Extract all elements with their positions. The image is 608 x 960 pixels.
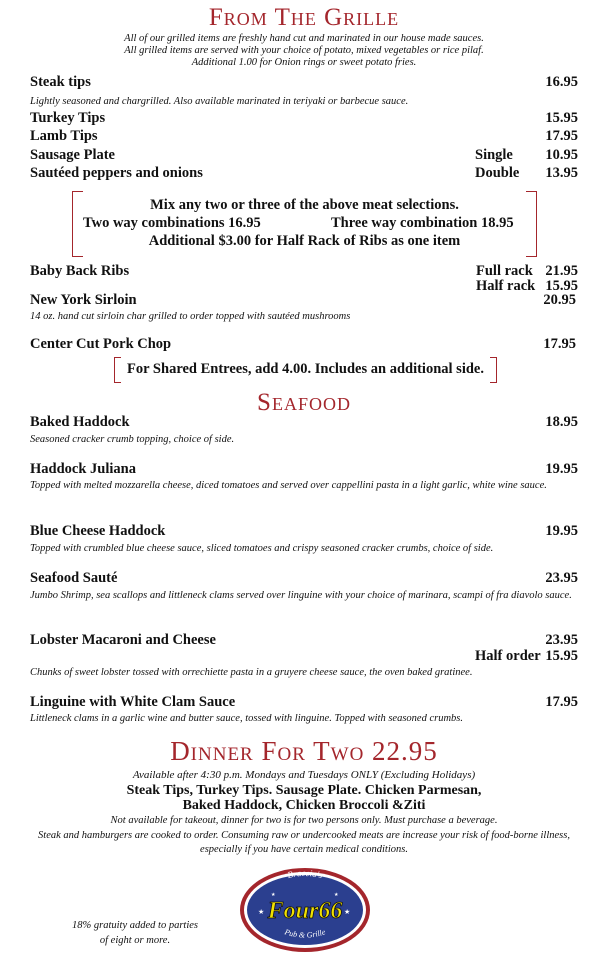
- ribs-name: Baby Back Ribs: [30, 263, 130, 279]
- seafood-saute-name: Seafood Sauté: [30, 570, 118, 586]
- blue-cheese-haddock-name: Blue Cheese Haddock: [30, 523, 166, 539]
- logo-top-text: Braccia's: [286, 867, 324, 881]
- dinner-note-1: Not available for takeout, dinner for two is for two persons only. Must purchase a beverage.: [110, 815, 498, 826]
- grille-note-3: Additional 1.00 for Onion rings or sweet potato fries.: [191, 57, 417, 68]
- pork-chop-name: Center Cut Pork Chop: [30, 336, 172, 352]
- logo-main-text: Four66: [267, 898, 343, 924]
- grille-note-1: All of our grilled items are freshly hand cut and marinated in our house made sauces.: [124, 33, 484, 44]
- gratuity-line-1: 18% gratuity added to parties: [72, 920, 198, 931]
- sausage-plate-name: Sausage Plate: [30, 147, 115, 163]
- dinner-availability: Available after 4:30 p.m. Mondays and Tuesdays ONLY (Excluding Holidays): [132, 769, 476, 781]
- lamb-tips-price: 17.95: [545, 128, 578, 144]
- logo-bottom-text: Pub & Grille: [283, 927, 327, 940]
- seafood-heading: Seafood: [257, 389, 351, 416]
- shared-entrees-box: [114, 357, 497, 383]
- seafood-saute-price: 23.95: [545, 570, 578, 586]
- sausage-plate-price: 10.95: [545, 147, 578, 163]
- combo-three-way: Three way combination 18.95: [331, 215, 514, 231]
- steak-tips-name: Steak tips: [30, 74, 91, 90]
- lobster-mac-half-label: Half order: [475, 648, 541, 664]
- peppers-onions-name: Sautéed peppers and onions: [30, 165, 203, 181]
- blue-cheese-haddock-desc: Topped with crumbled blue cheese sauce, sliced tomatoes and crispy seasoned cracker crumbs, choice of side.: [30, 543, 494, 554]
- combo-line-3: Additional $3.00 for Half Rack of Ribs as one item: [148, 233, 461, 249]
- combo-two-way: Two way combinations 16.95: [83, 215, 261, 231]
- combo-line-1: Mix any two or three of the above meat selections.: [150, 197, 459, 213]
- sirloin-desc: 14 oz. hand cut sirloin char grilled to order topped with sautéed mushrooms: [30, 311, 351, 322]
- lobster-mac-price: 23.95: [545, 632, 578, 648]
- logo-star-icon: ★: [271, 893, 276, 898]
- baked-haddock-desc: Seasoned cracker crumb topping, choice of side.: [30, 434, 235, 445]
- sausage-plate-size: Single: [475, 147, 513, 163]
- haddock-juliana-desc: Topped with melted mozzarella cheese, diced tomatoes and served over cappellini pasta in a light garlic, white wine sauce.: [30, 480, 547, 491]
- logo-star-left-icon: ★: [258, 908, 265, 916]
- logo-star-icon: ★: [334, 893, 339, 898]
- combo-box: [72, 191, 537, 257]
- gratuity-line-2: of eight or more.: [99, 935, 171, 946]
- logo-star-right-icon: ★: [344, 908, 351, 916]
- seafood-saute-desc: Jumbo Shrimp, sea scallops and littleneck clams served over linguine with your choice of marinara, scampi of fra diavolo sauce.: [30, 590, 572, 601]
- pork-chop-price: 17.95: [543, 336, 576, 352]
- dinner-for-two-heading: Dinner For Two 22.95: [170, 736, 438, 766]
- shared-entrees-note: For Shared Entrees, add 4.00. Includes an additional side.: [127, 361, 484, 377]
- dinner-choices-1: Steak Tips, Turkey Tips. Sausage Plate. Chicken Parmesan,: [126, 783, 482, 798]
- lamb-tips-name: Lamb Tips: [30, 128, 98, 144]
- haddock-juliana-name: Haddock Juliana: [30, 461, 136, 477]
- turkey-tips-price: 15.95: [545, 110, 578, 126]
- ribs-half-label: Half rack: [476, 278, 536, 294]
- lobster-mac-half-price: 15.95: [545, 648, 578, 664]
- baked-haddock-name: Baked Haddock: [30, 414, 130, 430]
- four66-logo: [238, 866, 372, 954]
- linguine-clam-desc: Littleneck clams in a garlic wine and butter sauce, tossed with linguine. Topped with seasoned crumbs.: [30, 713, 463, 724]
- gratuity-note: [50, 918, 220, 948]
- ribs-full-price: 21.95: [545, 263, 578, 279]
- blue-cheese-haddock-price: 19.95: [545, 523, 578, 539]
- ribs-full-label: Full rack: [476, 263, 533, 279]
- grille-heading: From The Grille: [208, 4, 400, 31]
- linguine-clam-price: 17.95: [545, 694, 578, 710]
- ribs-half-price: 15.95: [545, 278, 578, 294]
- peppers-onions-size: Double: [475, 165, 520, 181]
- lobster-mac-desc: Chunks of sweet lobster tossed with orrechiette pasta in a gruyere cheese sauce, the oven baked gratinee.: [30, 667, 473, 678]
- steak-tips-desc: Lightly seasoned and chargrilled. Also available marinated in teriyaki or barbecue sauce.: [30, 96, 409, 107]
- lobster-mac-name: Lobster Macaroni and Cheese: [30, 632, 216, 648]
- grille-note-2: All grilled items are served with your choice of potato, mixed vegetables or rice pilaf.: [124, 45, 484, 56]
- dinner-note-2: Steak and hamburgers are cooked to order. Consuming raw or undercooked meats are increase your risk of food-borne illness, especially if you have certain medical conditions.: [38, 830, 570, 855]
- dinner-choices-2: Baked Haddock, Chicken Broccoli &Ziti: [182, 798, 426, 813]
- sirloin-name: New York Sirloin: [30, 292, 137, 308]
- haddock-juliana-price: 19.95: [545, 461, 578, 477]
- linguine-clam-name: Linguine with White Clam Sauce: [30, 694, 236, 710]
- sirloin-price: 20.95: [543, 292, 576, 308]
- steak-tips-price: 16.95: [545, 74, 578, 90]
- baked-haddock-price: 18.95: [545, 414, 578, 430]
- peppers-onions-price: 13.95: [545, 165, 578, 181]
- turkey-tips-name: Turkey Tips: [30, 110, 106, 126]
